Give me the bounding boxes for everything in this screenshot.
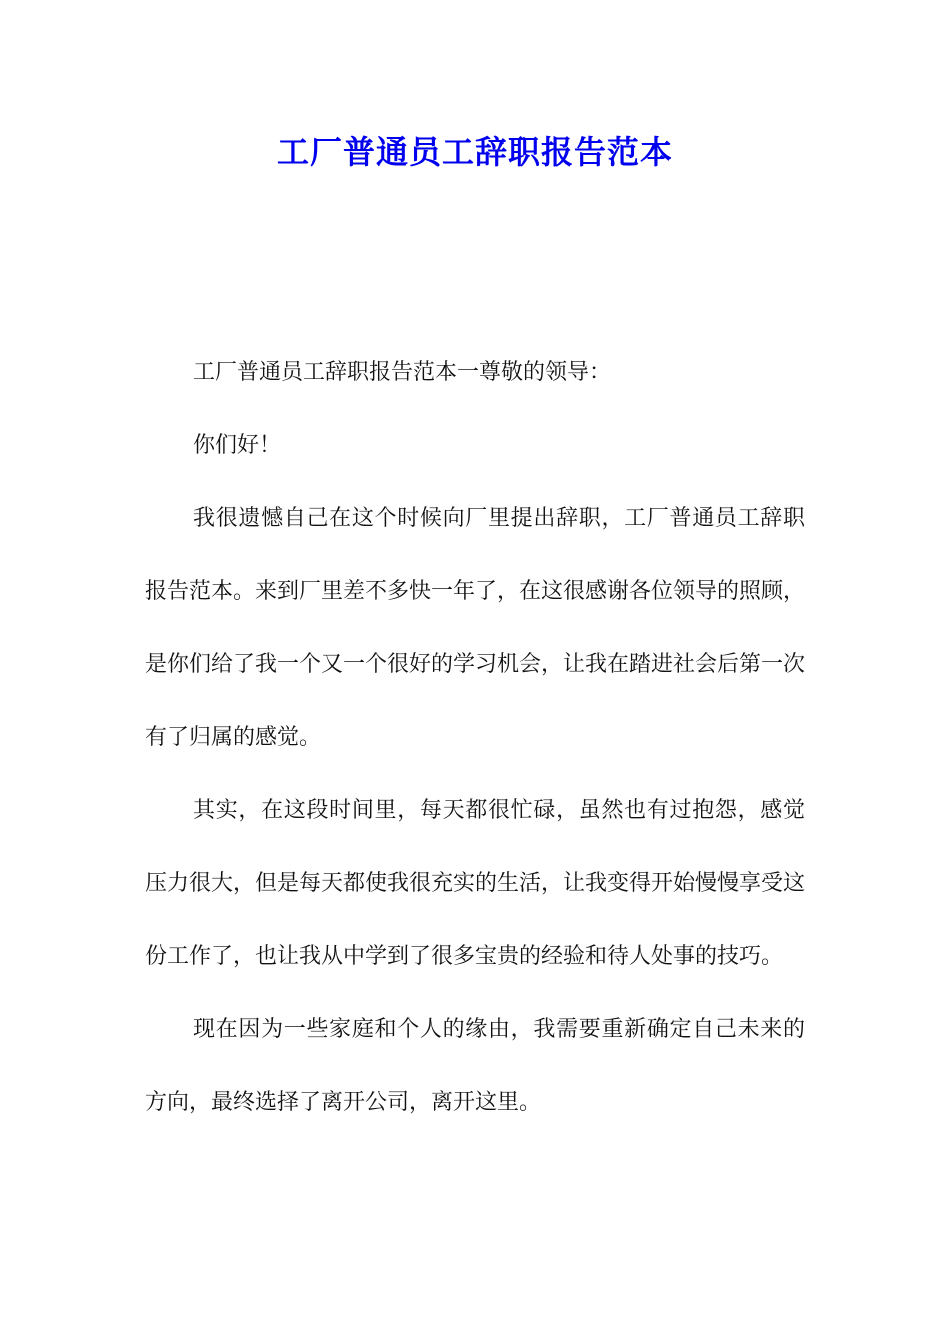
paragraph-resignation-intro: 我很遗憾自己在这个时候向厂里提出辞职，工厂普通员工辞职报告范本。来到厂里差不多快一年了，在这很感谢各位领导的照顾，是你们给了我一个又一个很好的学习机会，让我在踏进社会后第一次有了归属的感觉。: [145, 506, 806, 750]
paragraph-reason: 现在因为一些家庭和个人的缘由，我需要重新确定自己未来的方向，最终选择了离开公司，离开这里。: [145, 1017, 805, 1115]
document-title: 工厂普通员工辞职报告范本: [276, 133, 673, 171]
paragraph-greeting: 你们好！: [193, 433, 282, 458]
paragraph-work-experience: 其实，在这段时间里，每天都很忙碌，虽然也有过抱怨，感觉压力很大，但是每天都使我很充实的生活，让我变得开始慢慢享受这份工作了，也让我从中学到了很多宝贵的经验和待人处事的技巧。: [145, 798, 806, 969]
document-body: [145, 336, 805, 1139]
paragraph-salutation: 工厂普通员工辞职报告范本一尊敬的领导：: [193, 360, 612, 385]
